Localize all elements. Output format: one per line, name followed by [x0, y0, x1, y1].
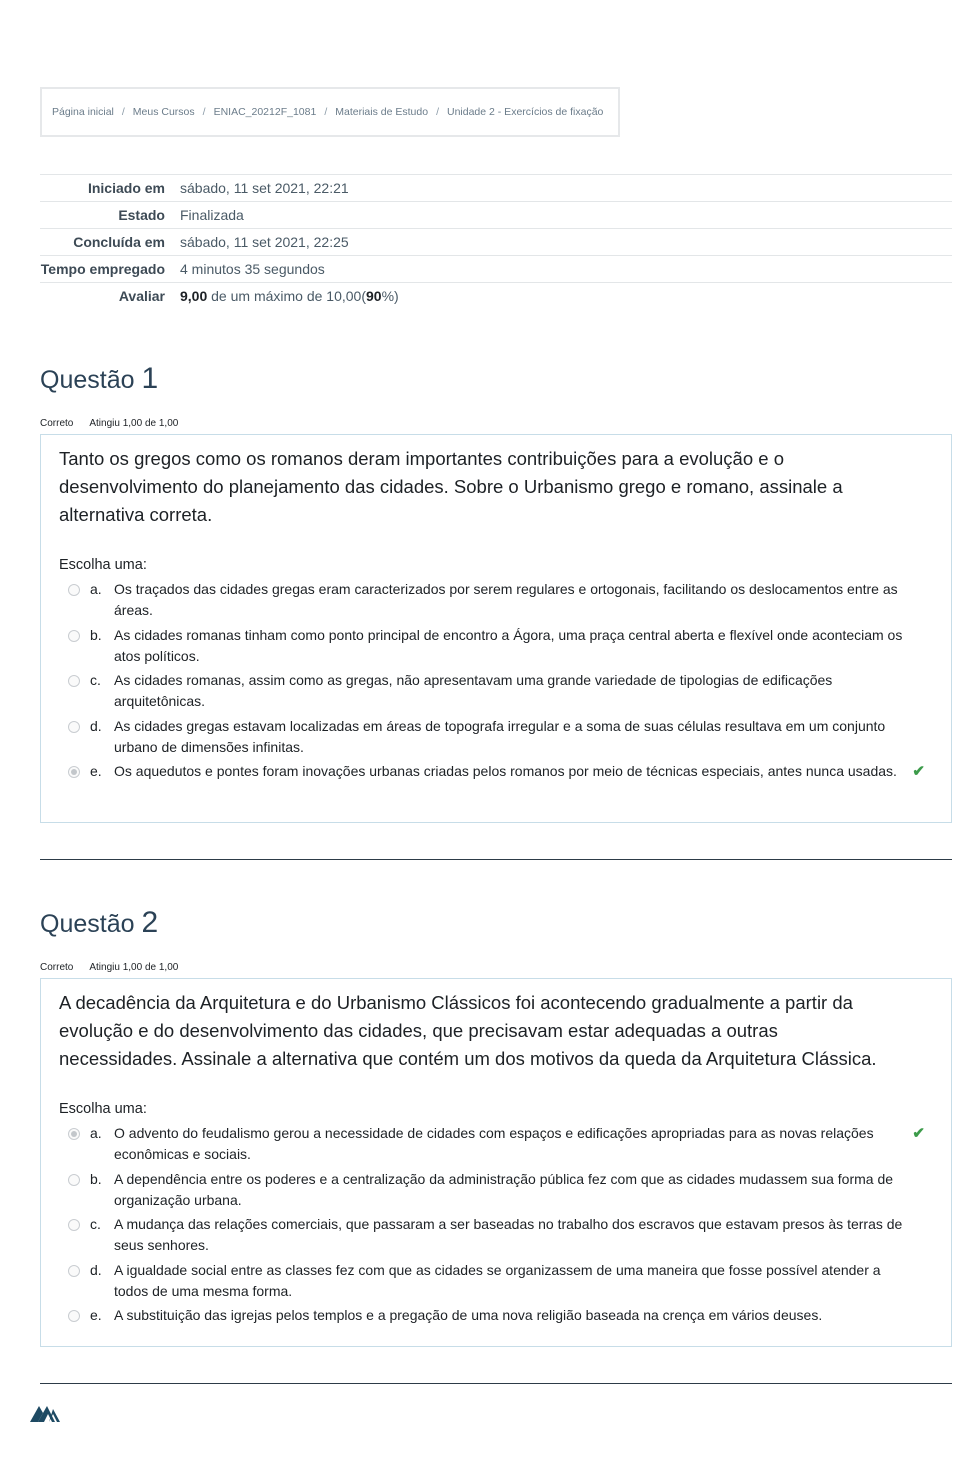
- question-1-meta: [40, 418, 178, 429]
- option-letter: b.: [90, 1170, 102, 1187]
- attempt-summary-table: [40, 174, 952, 309]
- check-icon: ✔: [912, 763, 925, 780]
- question-2-box: [40, 978, 952, 1347]
- answer-option-e[interactable]: [59, 761, 933, 782]
- question-number: 2: [141, 906, 159, 939]
- answer-option-e[interactable]: [59, 1305, 933, 1326]
- question-number: 1: [141, 362, 159, 395]
- breadcrumb-courses-link[interactable]: Meus Cursos: [132, 106, 195, 118]
- question-status: Correto: [40, 418, 74, 429]
- radio-button[interactable]: [68, 1219, 80, 1231]
- question-divider: [40, 1383, 952, 1384]
- radio-button-selected[interactable]: [68, 1128, 80, 1140]
- radio-button[interactable]: [68, 1265, 80, 1277]
- question-text: Tanto os gregos como os romanos deram importantes contribuições para a evolução e o desenvolvimento do planejamento das cidades. Sobre o Urbanismo grego e romano, assinale a alternativa correta.: [59, 448, 843, 525]
- radio-button[interactable]: [68, 1174, 80, 1186]
- summary-row-completed: [40, 229, 952, 256]
- question-1-title: [40, 362, 158, 396]
- option-text: As cidades gregas estavam localizadas em áreas de topografa irregular e a soma de suas células resultava em um conjunto urbano de dimensões infinitas.: [114, 717, 886, 755]
- breadcrumb-separator: /: [121, 106, 125, 118]
- option-letter: a.: [90, 581, 102, 597]
- question-1-box: [40, 434, 952, 823]
- question-mark: Atingiu 1,00 de 1,00: [89, 418, 179, 429]
- option-letter: a.: [90, 1125, 102, 1141]
- radio-button[interactable]: [68, 675, 80, 687]
- question-mark: Atingiu 1,00 de 1,00: [89, 962, 179, 973]
- summary-value: sábado, 11 set 2021, 22:25: [180, 234, 349, 250]
- question-divider: [40, 859, 952, 860]
- summary-label: Iniciado em: [87, 180, 165, 196]
- option-letter: b.: [90, 626, 102, 643]
- question-title-label: Questão: [40, 366, 135, 394]
- radio-button-selected[interactable]: [68, 766, 80, 778]
- summary-row-time: [40, 256, 952, 283]
- option-letter: e.: [90, 763, 102, 779]
- breadcrumb-course-link[interactable]: ENIAC_20212F_1081: [213, 106, 317, 118]
- option-text: A mudança das relações comerciais, que passaram a ser baseadas no trabalho dos escravos que estavam presos às terras de seus senhores.: [114, 1216, 903, 1253]
- breadcrumb-separator: /: [324, 106, 328, 118]
- check-icon: ✔: [912, 1125, 925, 1142]
- question-status: Correto: [40, 962, 74, 973]
- question-2-title: [40, 906, 158, 940]
- option-letter: e.: [90, 1307, 102, 1323]
- question-2-meta: [40, 962, 178, 973]
- grade-percent: 90: [366, 288, 382, 304]
- option-letter: d.: [90, 1261, 102, 1278]
- option-text: O advento do feudalismo gerou a necessidade de cidades com espaços e edificações apropriadas para as novas relações econômicas e sociais.: [114, 1125, 874, 1162]
- answer-option-a[interactable]: [59, 579, 933, 621]
- answer-option-c[interactable]: [59, 670, 933, 712]
- option-text: Os traçados das cidades gregas eram caracterizados por serem regulares e ortogonais, facilitando os deslocamentos entre as áreas.: [114, 581, 898, 618]
- grade-value: [180, 283, 952, 310]
- option-text: As cidades romanas, assim como as gregas, não apresentavam uma grande variedade de tipologias de edificações arquitetônicas.: [114, 672, 833, 709]
- answer-option-d[interactable]: [59, 716, 933, 758]
- breadcrumb: [40, 87, 620, 137]
- question-prompt: Escolha uma:: [59, 1101, 147, 1117]
- grade-text-end: %): [381, 288, 399, 304]
- option-text: As cidades romanas tinham como ponto principal de encontro a Ágora, uma praça central aberta e flexível onde aconteciam os atos políticos.: [114, 626, 903, 664]
- summary-value: 4 minutos 35 segundos: [180, 261, 325, 277]
- breadcrumb-separator: /: [202, 106, 206, 118]
- grade-score: 9,00: [180, 288, 208, 304]
- radio-button[interactable]: [68, 584, 80, 596]
- question-prompt: Escolha uma:: [59, 557, 147, 573]
- breadcrumb-materials-link[interactable]: Materiais de Estudo: [335, 106, 429, 118]
- logo-icon: [30, 1404, 60, 1424]
- answer-option-a[interactable]: [59, 1123, 933, 1165]
- grade-text: de um máximo de 10,00(: [207, 288, 366, 304]
- question-text: A decadência da Arquitetura e do Urbanismo Clássicos foi acontecendo gradualmente a partir da evolução e do desenvolvimento das cidades, que precisavam estar adequadas a outras necessidades. Assinale a alternativa que contém um dos motivos da queda da Arquitetura Clássica.: [59, 992, 877, 1069]
- summary-row-grade: [40, 283, 952, 310]
- answer-option-b[interactable]: [59, 1169, 933, 1211]
- breadcrumb-separator: /: [436, 106, 439, 118]
- option-text: A igualdade social entre as classes fez com que as cidades se organizassem de uma maneira que fosse possível atender a todos de uma mesma forma.: [114, 1261, 881, 1299]
- option-text: A substituição das igrejas pelos templos e a pregação de uma nova religião baseada na crença em vários deuses.: [114, 1307, 823, 1323]
- option-letter: c.: [90, 672, 101, 688]
- breadcrumb-home-link[interactable]: Página inicial: [52, 106, 114, 118]
- answer-option-c[interactable]: [59, 1214, 933, 1256]
- question-title-label: Questão: [40, 910, 135, 938]
- option-letter: c.: [90, 1216, 101, 1232]
- radio-button[interactable]: [68, 630, 80, 642]
- summary-row-started: [40, 175, 952, 202]
- summary-value: sábado, 11 set 2021, 22:21: [180, 180, 349, 196]
- summary-value: Finalizada: [180, 207, 244, 223]
- summary-row-state: [40, 202, 952, 229]
- radio-button[interactable]: [68, 721, 80, 733]
- option-text: A dependência entre os poderes e a centralização da administração pública fez com que as cidades mudassem sua forma de organização urbana.: [114, 1170, 894, 1208]
- breadcrumb-unit-link[interactable]: Unidade 2 - Exercícios de fixação: [446, 106, 604, 118]
- summary-label: Avaliar: [118, 288, 165, 304]
- answer-option-b[interactable]: [59, 625, 933, 667]
- option-text: Os aquedutos e pontes foram inovações urbanas criadas pelos romanos por meio de técnicas especiais, antes nunca usadas.: [114, 763, 897, 779]
- radio-button[interactable]: [68, 1310, 80, 1322]
- summary-label: Concluída em: [73, 234, 165, 250]
- answer-option-d[interactable]: [59, 1260, 933, 1302]
- summary-label: Estado: [118, 207, 165, 223]
- summary-label: Tempo empregado: [40, 261, 165, 277]
- option-letter: d.: [90, 717, 102, 734]
